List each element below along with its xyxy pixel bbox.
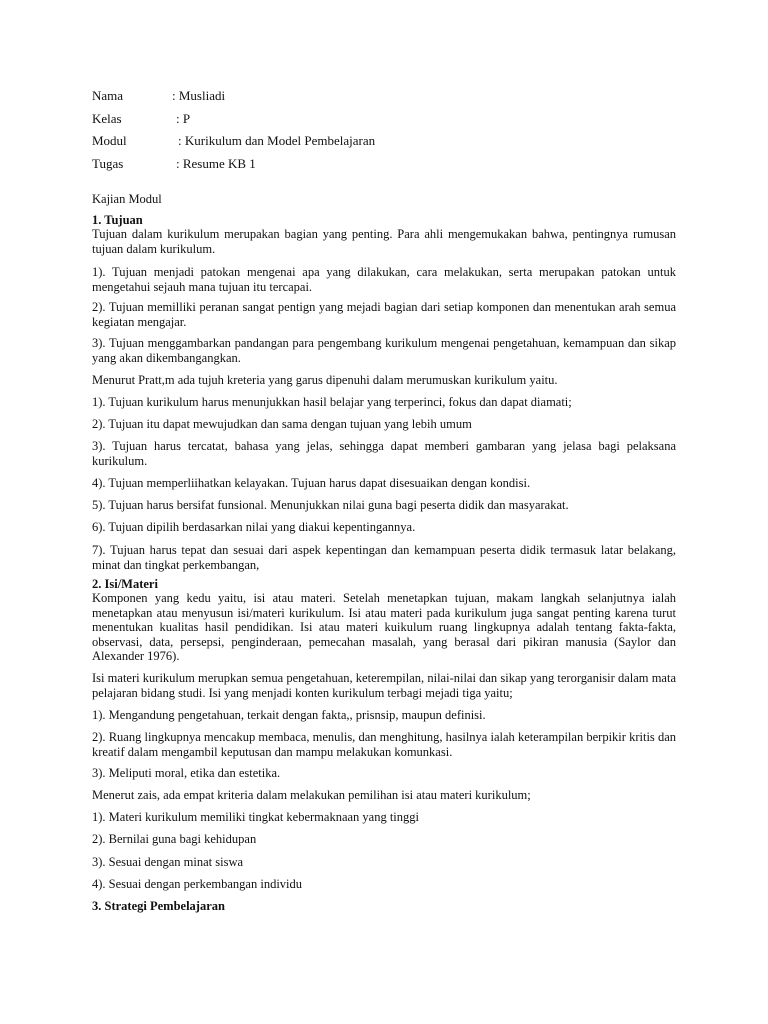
criteria-4: 4). Tujuan memperliihatkan kelayakan. Tujuan harus dapat disesuaikan dengan kondisi. [92, 476, 531, 490]
tugas-value: : Resume KB 1 [176, 156, 256, 171]
section-1-point-1: 1). Tujuan menjadi patokan mengenai apa yang dilakukan, cara melakukan, serta merupakan patokan untuk mengetahui sejauh mana tujuan itu tercapai. [92, 265, 676, 294]
tugas-label: Tugas [92, 156, 124, 171]
criteria-7: 7). Tujuan harus tepat dan sesuai dari aspek kepentingan dan kemampuan peserta didik termasuk latar belakang, minat dan tingkat perkembangan, [92, 543, 676, 572]
criteria-3: 3). Tujuan harus tercatat, bahasa yang jelas, sehingga dapat memberi gambaran yang jelasa bagi pelaksana kurikulum. [92, 439, 676, 468]
section-2-intro: Komponen yang kedu yaitu, isi atau materi. Setelah menetapkan tujuan, makam langkah selanjutnya ialah menetapkan atau menyusun isi/materi kurikulum. Isi atau materi pada kurikulum juga sangat penting karena turut menentukan kualitas hasil pendidikan. Isi atau materi kuikulum ruang lingkupnya adalah tentang fakta-fakta, observasi, data, persepsi, penginderaan, pemecahan masalah, yang berasal dari pikiran manusia (Saylor dan Alexander 1976). [92, 591, 676, 663]
zais-criteria-intro: Menerut zais, ada empat kriteria dalam melakukan pemilihan isi atau materi kurikulum; [92, 788, 531, 802]
criteria-1: 1). Tujuan kurikulum harus menunjukkan hasil belajar yang terperinci, fokus dan dapat diamati; [92, 395, 572, 409]
content-item-2: 2). Ruang lingkupnya mencakup membaca, menulis, dan menghitung, hasilnya ialah keterampilan berpikir kritis dan kreatif dalam mengambil keputusan dan mampu melakukan komunkasi. [92, 730, 676, 759]
pratt-criteria-intro: Menurut Pratt,m ada tujuh kreteria yang garus dipenuhi dalam merumuskan kurikulum yaitu. [92, 373, 558, 387]
zais-criteria-4: 4). Sesuai dengan perkembangan individu [92, 877, 303, 891]
zais-criteria-2: 2). Bernilai guna bagi kehidupan [92, 832, 257, 846]
modul-label: Modul [92, 133, 127, 148]
content-item-1: 1). Mengandung pengetahuan, terkait dengan fakta,, prisnsip, maupun definisi. [92, 708, 486, 722]
criteria-5: 5). Tujuan harus bersifat funsional. Menunjukkan nilai guna bagi peserta didik dan masyarakat. [92, 498, 569, 512]
content-item-3: 3). Meliputi moral, etika dan estetika. [92, 766, 281, 780]
nama-label: Nama [92, 88, 124, 103]
section-2-paragraph-2: Isi materi kurikulum merupkan semua pengetahuan, keterempilan, nilai-nilai dan sikap yang terorganisir dalam mata pelajaran bidang studi. Isi yang menjadi konten kurikulum terbagi mejadi tiga yaitu; [92, 671, 676, 700]
zais-criteria-3: 3). Sesuai dengan minat siswa [92, 855, 244, 869]
nama-value: : Musliadi [172, 88, 226, 103]
section-1-heading: 1. Tujuan [92, 213, 143, 227]
kelas-label: Kelas [92, 111, 122, 126]
section-1-intro: Tujuan dalam kurikulum merupakan bagian yang penting. Para ahli mengemukakan bahwa, pentingnya rumusan tujuan dalam kurikulum. [92, 227, 676, 256]
section-1-point-2: 2). Tujuan memilliki peranan sangat pentign yang mejadi bagian dari setiap komponen dan menentukan arah semua kegiatan mengajar. [92, 300, 676, 329]
kelas-value: : P [176, 111, 191, 126]
zais-criteria-1: 1). Materi kurikulum memiliki tingkat kebermaknaan yang tinggi [92, 810, 420, 824]
section-2-heading: 2. Isi/Materi [92, 577, 158, 591]
section-3-heading: 3. Strategi Pembelajaran [92, 899, 225, 913]
modul-value: : Kurikulum dan Model Pembelajaran [178, 133, 376, 148]
section-1-point-3: 3). Tujuan menggambarkan pandangan para pengembang kurikulum mengenai pengetahuan, kemampuan dan sikap yang akan dikembangangkan. [92, 336, 676, 365]
criteria-2: 2). Tujuan itu dapat mewujudkan dan sama dengan tujuan yang lebih umum [92, 417, 472, 431]
criteria-6: 6). Tujuan dipilih berdasarkan nilai yang diakui kepentingannya. [92, 520, 416, 534]
kajian-modul-heading: Kajian Modul [92, 192, 162, 206]
